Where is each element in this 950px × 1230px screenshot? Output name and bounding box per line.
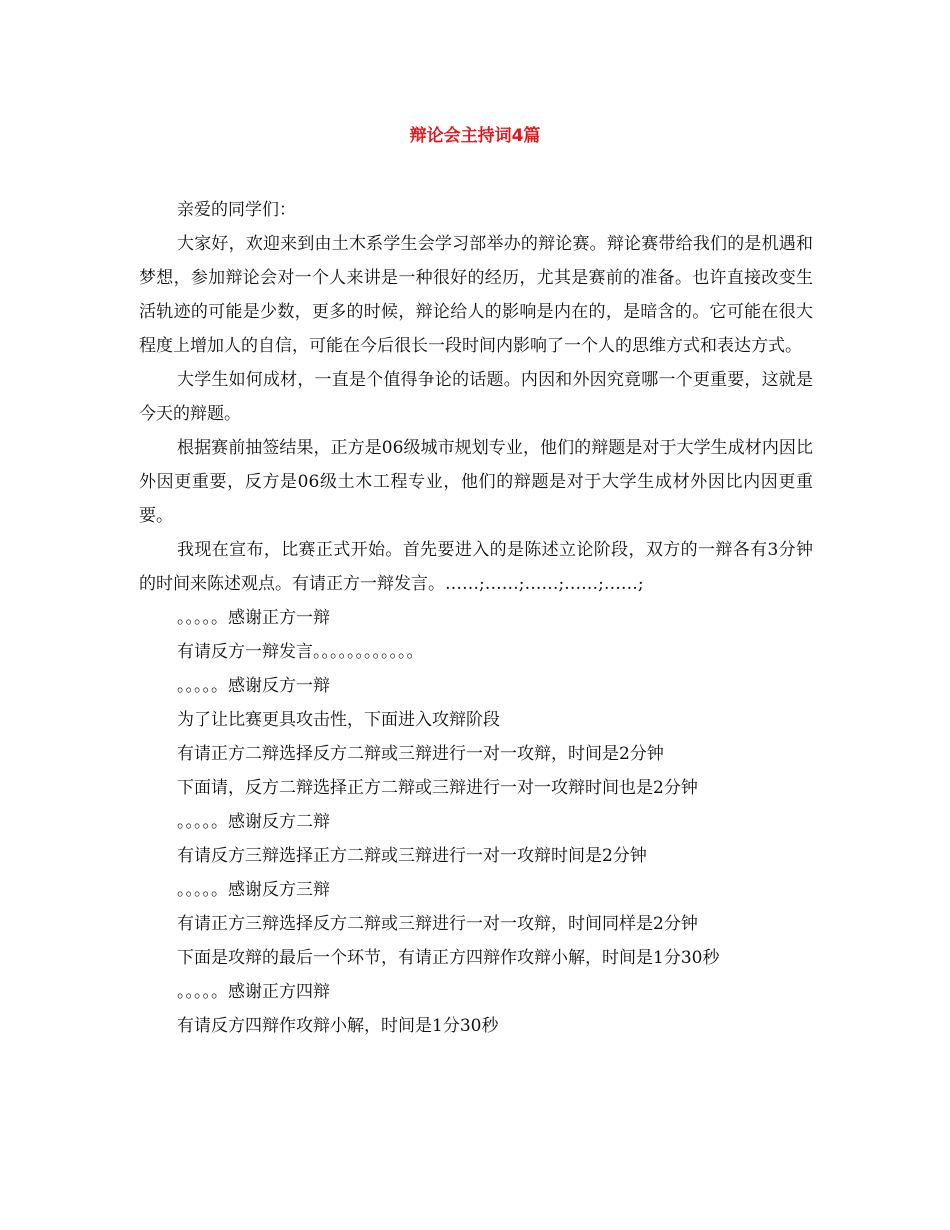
paragraph-line: 。。。。。感谢反方二辩 — [177, 812, 330, 832]
document-body — [139, 193, 813, 1043]
paragraph-line: 有请反方四辩作攻辩小解，时间是1分30秒 — [177, 1016, 499, 1036]
paragraph-line: 。。。。。感谢正方一辩 — [177, 608, 330, 628]
document-title: 辩论会主持词4篇 — [409, 126, 541, 146]
paragraph-line: 有请正方二辩选择反方二辩或三辩进行一对一攻辩，时间是2分钟 — [177, 744, 664, 764]
paragraph-line: 为了让比赛更具攻击性，下面进入攻辩阶段 — [177, 710, 500, 730]
paragraph-line: 。。。。。感谢正方四辩 — [177, 982, 330, 1002]
paragraph-line: 下面是攻辩的最后一个环节，有请正方四辩作攻辩小解，时间是1分30秒 — [177, 948, 720, 968]
paragraph-line: 有请正方三辩选择反方二辩或三辩进行一对一攻辩，时间同样是2分钟 — [177, 914, 698, 934]
paragraph-line: 下面请，反方二辩选择正方二辩或三辩进行一对一攻辩时间也是2分钟 — [177, 778, 698, 798]
paragraph-line: 有请反方三辩选择正方二辩或三辩进行一对一攻辩时间是2分钟 — [177, 846, 647, 866]
paragraph-topic: 大学生如何成材，一直是个值得争论的话题。内因和外因究竟哪一个更重要，这就是今天的辩题。 — [139, 370, 813, 424]
paragraph-line: 。。。。。感谢反方一辩 — [177, 676, 330, 696]
paragraph-draw-result: 根据赛前抽签结果，正方是06级城市规划专业，他们的辩题是对于大学生成材内因比外因更重要，反方是06级土木工程专业，他们的辩题是对于大学生成材外因比内因更重要。 — [139, 438, 813, 526]
paragraph-start: 我现在宣布，比赛正式开始。首先要进入的是陈述立论阶段，双方的一辩各有3分钟的时间来陈述观点。有请正方一辩发言。……;……;……;……;……; — [139, 540, 813, 594]
paragraph-line: 有请反方一辩发言。。。。。。。。。。。。 — [177, 642, 424, 662]
paragraph-welcome: 大家好，欢迎来到由土木系学生会学习部举办的辩论赛。辩论赛带给我们的是机遇和梦想，参加辩论会对一个人来讲是一种很好的经历，尤其是赛前的准备。也许直接改变生活轨迹的可能是少数，更多的时候，辩论给人的影响是内在的，是暗含的。它可能在很大程度上增加人的自信，可能在今后很长一段时间内影响了一个人的思维方式和表达方式。 — [139, 234, 813, 356]
paragraph-greeting: 亲爱的同学们： — [177, 200, 296, 220]
paragraph-line: 。。。。。感谢反方三辩 — [177, 880, 330, 900]
